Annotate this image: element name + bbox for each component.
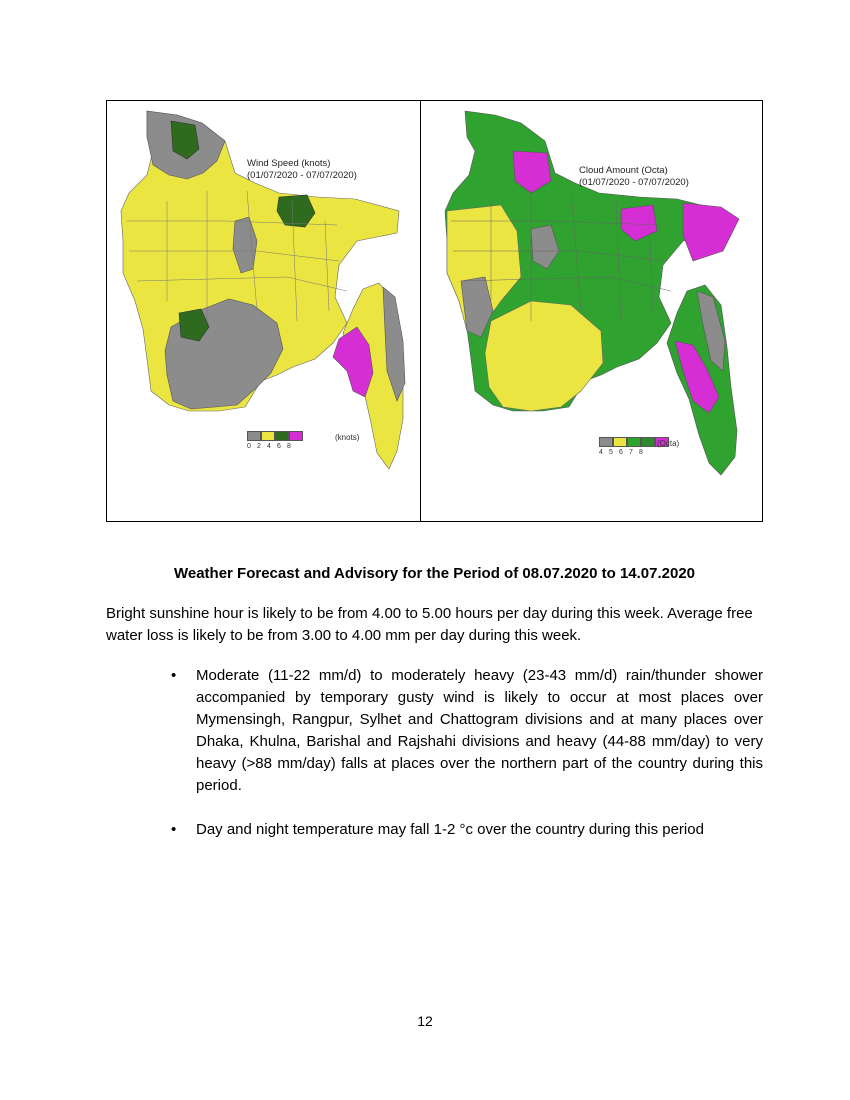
maps-figure-table <box>106 100 763 522</box>
cloud-legend-swatch <box>641 437 655 447</box>
advisory-list <box>168 665 763 797</box>
cloud-map-title <box>579 165 689 189</box>
cloud-map-title-line2: (01/07/2020 - 07/07/2020) <box>579 177 689 188</box>
wind-speed-map-cell <box>107 101 421 521</box>
bullet-icon: • <box>171 667 177 684</box>
cloud-legend-swatch <box>627 437 641 447</box>
wind-legend-tick: 2 <box>257 443 261 450</box>
wind-legend-tick: 0 <box>247 443 251 450</box>
cloud-legend-tick: 5 <box>609 449 613 456</box>
wind-legend-swatch <box>247 431 261 441</box>
cloud-amount-map-cell <box>421 101 762 521</box>
intro-paragraph: Bright sunshine hour is likely to be from 4.00 to 5.00 hours per day during this week. Average free water loss is likely to be from 3.00 to 4.00 mm per day during this week. <box>106 605 753 644</box>
wind-legend-tick: 4 <box>267 443 271 450</box>
cloud-legend-tick: 8 <box>639 449 643 456</box>
section-heading: Weather Forecast and Advisory for the Period of 08.07.2020 to 14.07.2020 <box>173 565 696 582</box>
wind-legend-tick: 6 <box>277 443 281 450</box>
advisory-item-text: Day and night temperature may fall 1-2 °c over the country during this period <box>196 821 704 838</box>
cloud-amount-map <box>421 101 761 521</box>
wind-legend-swatch <box>261 431 275 441</box>
cloud-legend-tick: 4 <box>599 449 603 456</box>
wind-map-title-line2: (01/07/2020 - 07/07/2020) <box>247 170 357 181</box>
bullet-icon: • <box>171 821 177 838</box>
advisory-list-2 <box>168 819 763 841</box>
wind-legend <box>247 431 303 441</box>
advisory-item <box>168 665 763 797</box>
cloud-legend-swatch <box>613 437 627 447</box>
wind-legend-tick: 8 <box>287 443 291 450</box>
wind-legend-ticks <box>247 443 297 450</box>
cloud-legend-unit: (Octa) <box>657 439 680 448</box>
cloud-legend-tick: 7 <box>629 449 633 456</box>
wind-legend-swatch <box>275 431 289 441</box>
cloud-legend-tick: 6 <box>619 449 623 456</box>
advisory-item-text: Moderate (11-22 mm/d) to moderately heavy (23-43 mm/d) rain/thunder shower accompanied by temporary gusty wind is likely to occur at most places over Mymensingh, Rangpur, Sylhet and Chattogram divisions and at many places over Dhaka, Khulna, Barishal and Rajshahi divisions and heavy (44-88 mm/day) to very heavy (>88 mm/day) falls at places over the northern part of the country during this period. <box>196 667 763 794</box>
cloud-legend-swatch <box>599 437 613 447</box>
page-number: 12 <box>417 1013 433 1029</box>
wind-map-title-line1: Wind Speed (knots) <box>247 158 331 169</box>
wind-legend-swatch <box>289 431 303 441</box>
cloud-map-title-line1: Cloud Amount (Octa) <box>579 165 668 176</box>
cloud-legend-ticks <box>599 449 649 456</box>
wind-map-title <box>247 158 357 182</box>
advisory-item <box>168 819 763 841</box>
wind-legend-unit: (knots) <box>335 433 360 442</box>
